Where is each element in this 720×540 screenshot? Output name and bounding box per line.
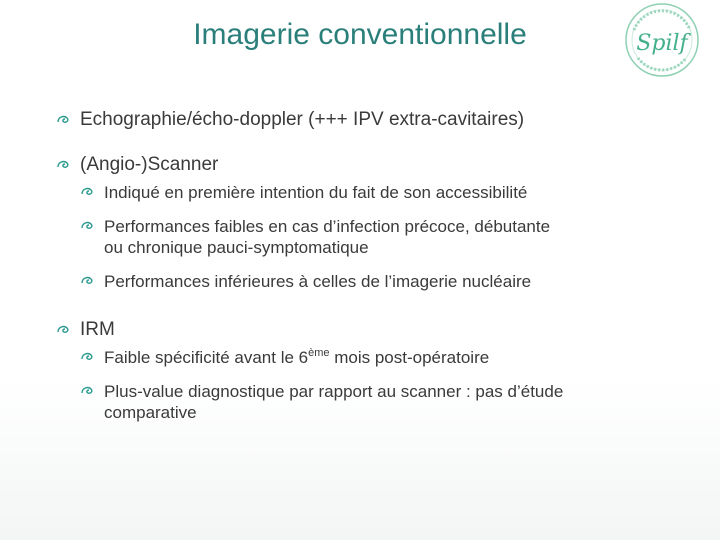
superscript-text: ème bbox=[308, 347, 330, 359]
slide-title: Imagerie conventionnelle bbox=[193, 18, 527, 51]
bullet-irm bbox=[56, 318, 696, 342]
swirl-bullet-icon bbox=[80, 350, 94, 364]
bullet-text: Plus-value diagnostique par rapport au scanner : pas d’étude bbox=[104, 382, 564, 401]
swirl-bullet-icon bbox=[56, 323, 70, 337]
sub-bullet-irm-2 bbox=[56, 381, 696, 423]
swirl-bullet-icon bbox=[56, 158, 70, 172]
bullet-text: (Angio-)Scanner bbox=[80, 154, 219, 175]
bullet-text: IRM bbox=[80, 319, 115, 340]
logo-wordmark: Spilf bbox=[636, 31, 688, 56]
bullet-echographie bbox=[56, 108, 696, 132]
swirl-bullet-icon bbox=[80, 384, 94, 398]
bullet-text: Indiqué en première intention du fait de son accessibilité bbox=[104, 183, 528, 202]
bullet-text: Echographie/écho-doppler (+++ IPV extra-cavitaires) bbox=[80, 109, 525, 130]
bullet-scanner bbox=[56, 153, 696, 177]
swirl-bullet-icon bbox=[80, 219, 94, 233]
slide-body bbox=[56, 100, 696, 422]
spilf-logo bbox=[622, 0, 702, 80]
sub-bullet-scanner-2 bbox=[56, 216, 696, 258]
bullet-text-end: mois post-opératoire bbox=[329, 348, 490, 367]
bullet-text-continued: ou chronique pauci-symptomatique bbox=[104, 238, 369, 257]
bullet-text: Performances inférieures à celles de l’imagerie nucléaire bbox=[104, 272, 532, 291]
bullet-text: Performances faibles en cas d’infection précoce, débutante bbox=[104, 217, 551, 236]
sub-bullet-scanner-3 bbox=[56, 271, 696, 292]
swirl-bullet-icon bbox=[80, 274, 94, 288]
sub-bullet-scanner-1 bbox=[56, 182, 696, 203]
swirl-bullet-icon bbox=[56, 113, 70, 127]
sub-bullet-irm-1 bbox=[56, 347, 696, 368]
bullet-text-continued: comparative bbox=[104, 403, 197, 422]
swirl-bullet-icon bbox=[80, 185, 94, 199]
bullet-text: Faible spécificité avant le 6 bbox=[104, 348, 309, 367]
